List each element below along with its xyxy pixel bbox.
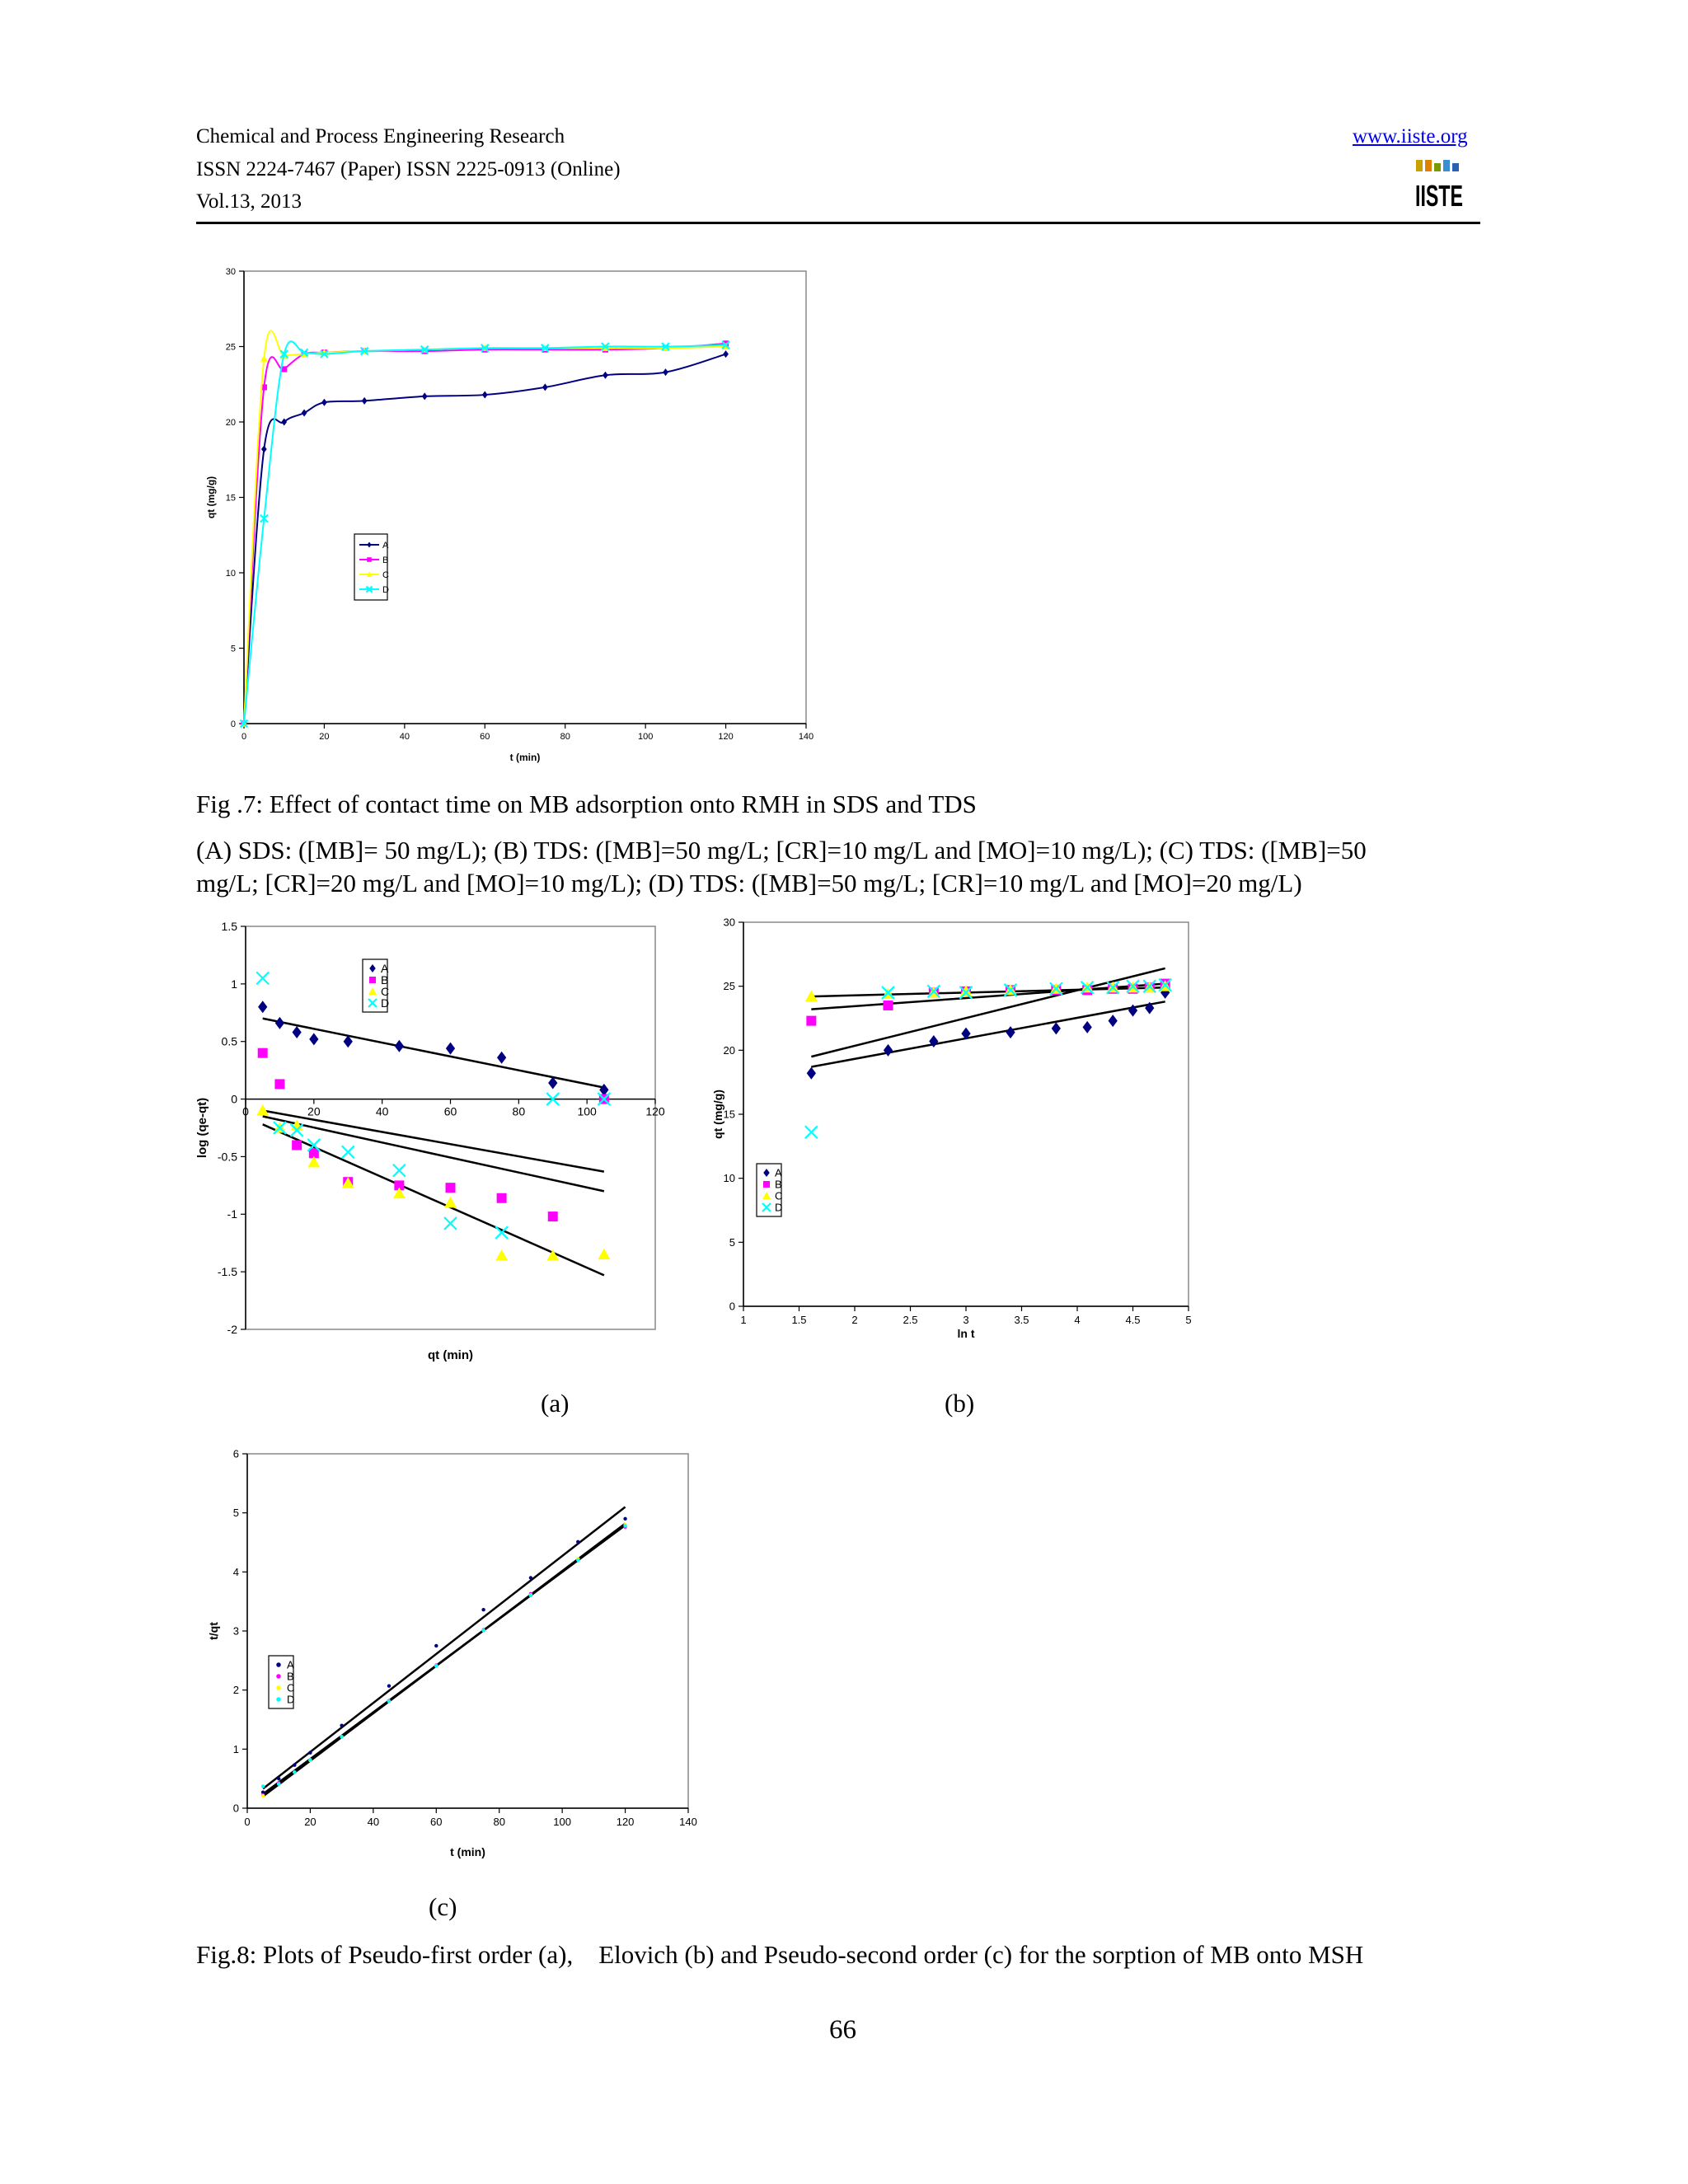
x-tick-label: 20 xyxy=(307,1104,321,1118)
journal-issn: ISSN 2224-7467 (Paper) ISSN 2225-0913 (Online) xyxy=(196,158,621,180)
y-axis-title: t/qt xyxy=(207,1622,220,1640)
y-tick-label: 30 xyxy=(225,266,236,277)
data-point-b xyxy=(258,1048,268,1058)
x-tick-label: 80 xyxy=(512,1104,526,1118)
plot-area xyxy=(244,271,806,724)
plot-area xyxy=(247,1454,688,1808)
y-tick-label: 6 xyxy=(232,1447,239,1460)
legend-marker-a xyxy=(276,1662,281,1667)
x-tick-label: 3.5 xyxy=(1014,1314,1029,1326)
y-tick-label: 20 xyxy=(225,417,236,428)
x-tick-label: 0 xyxy=(242,1104,249,1118)
y-axis-title: qt (mg/g) xyxy=(205,476,217,519)
legend-marker-c xyxy=(276,1685,281,1690)
data-point-c xyxy=(261,1794,265,1797)
x-tick-label: 120 xyxy=(645,1104,665,1118)
legend-label-b: B xyxy=(287,1670,294,1683)
figure-7-chart xyxy=(198,260,824,771)
y-axis-title: log (qe-qt) xyxy=(195,1097,209,1159)
y-tick-label: 25 xyxy=(225,342,236,353)
data-point-b xyxy=(446,1183,456,1193)
fig8c-label: (c) xyxy=(429,1892,457,1921)
legend-label-a: A xyxy=(287,1658,294,1671)
x-tick-label: 40 xyxy=(375,1104,389,1118)
data-point-b xyxy=(884,1001,893,1010)
legend-marker-d xyxy=(276,1697,281,1702)
y-tick-label: 0 xyxy=(232,1802,239,1815)
data-point-b xyxy=(292,1140,302,1150)
x-axis-title: t (min) xyxy=(450,1845,485,1858)
legend-label-b: B xyxy=(382,555,389,565)
data-point-d xyxy=(387,1699,391,1703)
legend-label-b: B xyxy=(381,972,389,987)
x-tick-label: 1.5 xyxy=(791,1314,807,1326)
journal-volume: Vol.13, 2013 xyxy=(196,190,302,213)
page-number: 66 xyxy=(829,2015,856,2045)
journal-url-link[interactable]: www.iiste.org xyxy=(1353,125,1468,148)
data-point-a xyxy=(340,1723,343,1727)
fig7-legend-line1: (A) SDS: ([MB]= 50 mg/L); (B) TDS: ([MB]=50 mg/L; [CR]=10 mg/L and [MO]=10 mg/L); (C) TDS: ([MB]=50 xyxy=(196,836,1367,865)
x-axis-title: ln t xyxy=(957,1327,975,1340)
data-point-a xyxy=(387,1684,391,1687)
x-tick-label: 4 xyxy=(1074,1314,1081,1326)
data-point-d xyxy=(308,1758,312,1761)
x-axis-title: qt (min) xyxy=(428,1348,473,1362)
iiste-logo xyxy=(1414,157,1464,214)
y-tick-label: -1.5 xyxy=(217,1265,237,1279)
y-tick-label: 15 xyxy=(225,493,236,504)
data-point-d xyxy=(529,1594,532,1597)
y-tick-label: -0.5 xyxy=(217,1150,237,1164)
legend-label-d: D xyxy=(382,584,389,595)
data-point-a xyxy=(529,1576,532,1579)
y-tick-label: 3 xyxy=(232,1624,239,1638)
y-tick-label: 0 xyxy=(230,719,236,729)
fig8a-label: (a) xyxy=(541,1389,570,1418)
y-tick-label: 0.5 xyxy=(221,1034,237,1048)
x-tick-label: 120 xyxy=(718,732,734,742)
fig8-caption: Fig.8: Plots of Pseudo-first order (a), Elovich (b) and Pseudo-second order (c) for the sorption of MB onto MSH xyxy=(196,1940,1364,1969)
x-tick-label: 4.5 xyxy=(1125,1314,1141,1326)
data-point-b xyxy=(497,1193,507,1203)
data-point-d xyxy=(277,1782,280,1785)
legend-marker-b xyxy=(276,1674,281,1679)
y-tick-label: 10 xyxy=(723,1172,735,1185)
legend-label-d: D xyxy=(287,1693,295,1706)
x-tick-label: 2 xyxy=(851,1314,858,1326)
x-tick-label: 3 xyxy=(963,1314,969,1326)
legend-label-c: C xyxy=(381,984,390,998)
y-tick-label: 0 xyxy=(729,1300,735,1313)
data-point-d xyxy=(261,1784,265,1788)
legend-label-a: A xyxy=(381,961,389,975)
x-axis-title: t (min) xyxy=(509,752,541,763)
x-tick-label: 140 xyxy=(798,732,814,742)
y-tick-label: 20 xyxy=(723,1043,735,1057)
legend-marker-b xyxy=(367,557,372,562)
x-tick-label: 40 xyxy=(399,732,410,742)
legend-label-c: C xyxy=(382,569,389,580)
x-tick-label: 120 xyxy=(616,1816,635,1828)
data-point-a xyxy=(277,1777,280,1780)
data-point-b xyxy=(274,1079,284,1089)
x-tick-label: 60 xyxy=(430,1816,443,1828)
y-tick-label: 1 xyxy=(231,977,237,991)
y-tick-label: 4 xyxy=(232,1565,239,1578)
y-tick-label: -1 xyxy=(227,1207,237,1221)
y-axis-title: qt (mg/g) xyxy=(711,1090,724,1139)
data-point-d xyxy=(340,1735,343,1738)
figure-8b-chart xyxy=(701,911,1203,1372)
x-tick-label: 20 xyxy=(304,1816,316,1828)
legend-marker-b xyxy=(763,1181,770,1188)
data-point-a xyxy=(481,1608,485,1611)
data-point-a xyxy=(308,1750,312,1754)
logo-wordmark: IISTE xyxy=(1415,179,1463,213)
x-tick-label: 0 xyxy=(244,1816,251,1828)
x-tick-label: 40 xyxy=(367,1816,380,1828)
header-rule xyxy=(196,222,1480,224)
x-tick-label: 80 xyxy=(493,1816,505,1828)
y-tick-label: 1 xyxy=(232,1742,239,1755)
y-tick-label: 5 xyxy=(230,644,236,654)
x-tick-label: 60 xyxy=(480,732,490,742)
figure-8c-chart xyxy=(198,1442,709,1871)
data-point-a xyxy=(576,1540,579,1544)
plot-area xyxy=(246,926,655,1329)
x-tick-label: 100 xyxy=(637,732,654,742)
legend-label-a: A xyxy=(775,1166,782,1179)
data-point-d xyxy=(434,1664,438,1667)
y-tick-label: 30 xyxy=(723,916,735,929)
x-tick-label: 1 xyxy=(740,1314,747,1326)
data-point-d xyxy=(481,1629,485,1632)
x-tick-label: 100 xyxy=(577,1104,597,1118)
y-tick-label: 2 xyxy=(232,1684,239,1697)
legend-label-c: C xyxy=(287,1681,295,1694)
fig7-caption: Fig .7: Effect of contact time on MB adsorption onto RMH in SDS and TDS xyxy=(196,790,977,818)
legend-marker-b xyxy=(369,977,376,983)
legend-label-d: D xyxy=(381,996,390,1010)
legend-label-a: A xyxy=(382,540,389,551)
y-tick-label: 5 xyxy=(232,1507,239,1520)
y-tick-label: 1.5 xyxy=(221,919,237,933)
data-point-a xyxy=(434,1644,438,1647)
data-point-a xyxy=(623,1517,626,1521)
x-tick-label: 100 xyxy=(553,1816,571,1828)
figure-8a-chart xyxy=(195,915,668,1376)
data-point-b xyxy=(806,1016,816,1026)
x-tick-label: 60 xyxy=(443,1104,457,1118)
x-tick-label: 20 xyxy=(319,732,330,742)
y-tick-label: 5 xyxy=(729,1235,735,1249)
x-tick-label: 140 xyxy=(679,1816,697,1828)
y-tick-label: 15 xyxy=(723,1108,735,1121)
x-tick-label: 80 xyxy=(560,732,570,742)
legend-label-d: D xyxy=(775,1201,783,1214)
x-tick-label: 0 xyxy=(241,732,247,742)
data-point-d xyxy=(623,1524,626,1527)
y-tick-label: 10 xyxy=(225,568,236,579)
legend-label-c: C xyxy=(775,1189,783,1202)
legend-label-b: B xyxy=(775,1178,782,1191)
y-tick-label: 25 xyxy=(723,980,735,993)
x-tick-label: 5 xyxy=(1185,1314,1192,1326)
y-tick-label: 0 xyxy=(231,1092,237,1106)
data-point-a xyxy=(293,1763,296,1766)
data-point-d xyxy=(293,1770,296,1774)
data-point-d xyxy=(576,1558,579,1562)
journal-name: Chemical and Process Engineering Research xyxy=(196,125,565,148)
y-tick-label: -2 xyxy=(227,1322,237,1336)
x-tick-label: 2.5 xyxy=(903,1314,918,1326)
fig8b-label: (b) xyxy=(945,1389,975,1418)
data-point-b xyxy=(548,1212,558,1221)
fig7-legend-line2: mg/L; [CR]=20 mg/L and [MO]=10 mg/L); (D) TDS: ([MB]=50 mg/L; [CR]=10 mg/L and [MO]=20 mg/L) xyxy=(196,869,1302,898)
